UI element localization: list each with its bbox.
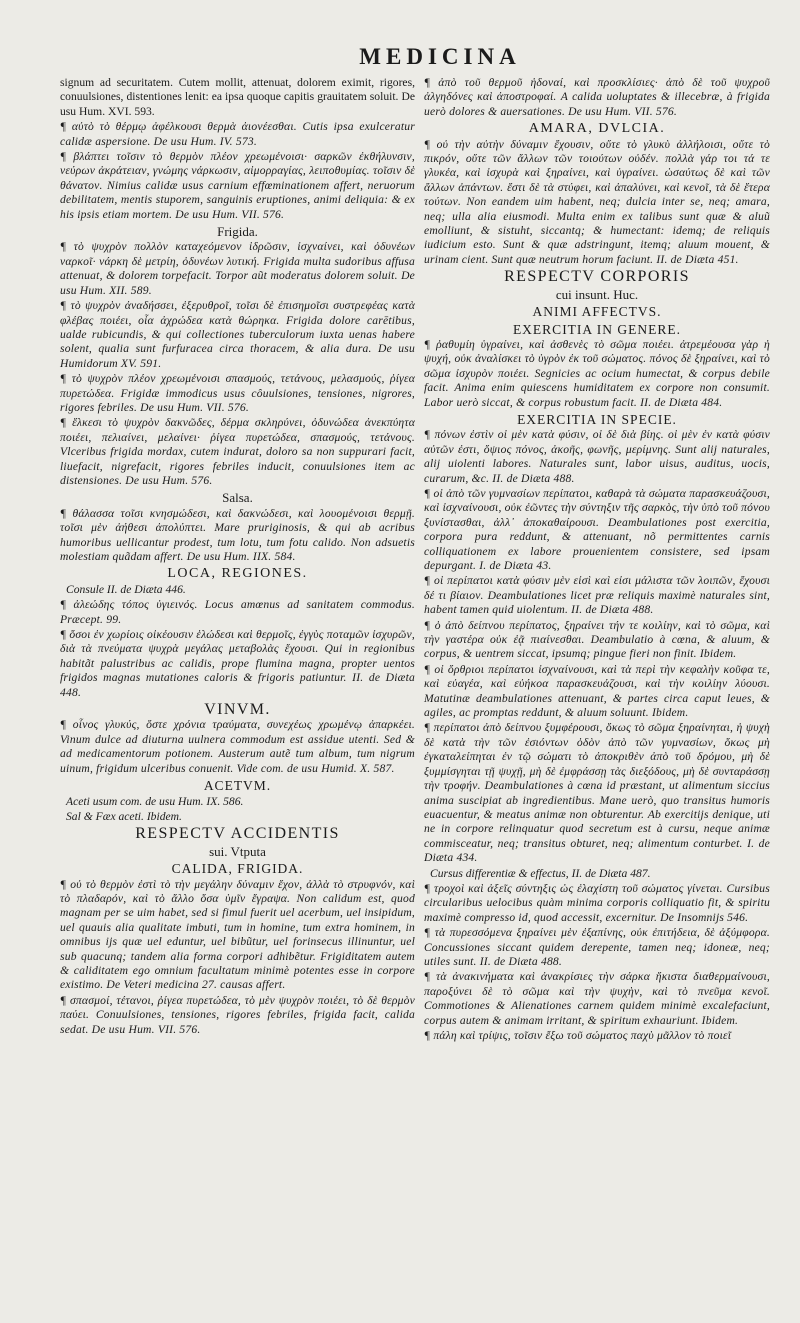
section-heading: ANIMI AFFECTVS. (532, 304, 662, 320)
paragraph: signum ad securitatem. Cutem mollit, attenuat, dolorem eximit, rigores, conuulsiones, distentiones lenit: ea ipsa quoque capitis grauitatem soluit. De usu Hum. XVI. 593. (60, 76, 415, 118)
section-heading: LOCA, REGIONES. (167, 566, 308, 582)
paragraph: ¶ τὸ ψυχρὸν ἀναδήσσει, ἐξερυθροῖ, τοῖσι δὲ ἐπισημοῖσι συστρεφέας κατὰ φλέβας ποιέει, οἷα ἀχρώδεα κατὰ θώρηκα. Frigida dolore carētibus, ualde rubicundis, & qui collectiones tuberculorum iuxta uenas habere solent, qualia sunt furfuracea circa thoracem, & alia dura. De usu Humidorum XV. 591. (60, 299, 415, 370)
paragraph: ¶ πόνων ἐστὶν οἱ μὲν κατὰ φύσιν, οἱ δὲ διὰ βίης. οἱ μὲν ἐν κατὰ φύσιν αὐτῶν ἐστι, ὄψιος πόνος, ἀκοῆς, φωνῆς, μερίμνης. Sunt alij naturales, alij uiolenti labores. Naturales sunt, labor uisus, auditus, uocis, curarum, &c. II. de Diæta 488. (424, 428, 770, 485)
running-head: MEDICINA (359, 44, 521, 69)
paragraph: ¶ τὰ ἀνακινήματα καὶ ἀνακρίσιες τὴν σάρκα ἥκιστα διαθερμαίνουσι, παροξύνει δὲ τὸ σῶμα καὶ τὴν ψυχὴν, καὶ τὸ πνεῦμα κενοῖ. Commotiones & Alienationes carnem quidem minimè excalefaciunt, corpus autem & animam irritant, & spiritum exhauriunt. Ibidem. (424, 970, 770, 1027)
paragraph: ¶ ἀπὸ τοῦ θερμοῦ ἡδοναί, καὶ προσκλίσιες· ἀπὸ δὲ τοῦ ψυχροῦ ἀλγηδόνες καὶ ἀποστροφαί. A calida uoluptates & illecebræ, à frigida uerò dolores & auersationes. De usu Hum. VII. 576. (424, 76, 770, 118)
paragraph: ¶ τὸ ψυχρὸν πλέον χρεωμένοισι σπασμούς, τετάνους, μελασμούς, ῥίγεα πυρετώδεα. Frigidæ immodicus usus côuulsiones, tensiones, nigrores, rigores febriles. De usu Hum. VII. 576. (60, 372, 415, 414)
section-heading: CALIDA, FRIGIDA. (171, 861, 304, 877)
paragraph: ¶ ὁ ἀπὸ δείπνου περίπατος, ξηραίνει τήν τε κοιλίην, καὶ τὸ σῶμα, καὶ τὴν γαστέρα οὐκ ἐᾷ πιαίνεσθαι. Deambulatio à cœna, & aluum, & corpus, & uentrem siccat, ipsumq; pingue fieri non finit. Ibidem. (424, 618, 770, 661)
paragraph: ¶ οἶνος γλυκύς, ὅστε χρόνια τραύματα, συνεχέως χρωμένῳ ἀπαρκέει. Vinum dulce ad diuturna uulnera commodum est assidue utenti. Sed & ad medicamentorum potionem. Austerum autẽ tum album, tum nigrum uinum, frigidum ulceribus conuenit. Vide com. de usu Humid. X. 587. (60, 718, 415, 775)
right-column (424, 76, 770, 1044)
paragraph: ¶ σπασμοί, τέτανοι, ῥίγεα πυρετώδεα, τὸ μὲν ψυχρὸν ποιέει, τὸ δὲ θερμὸν παύει. Conuulsiones, tensiones, rigores febriles, frigida facit, calida sedat. De usu Hum. VII. 576. (60, 993, 415, 1036)
section-heading: Salsa. (222, 490, 253, 506)
paragraph: ¶ οἱ ἀπὸ τῶν γυμνασίων περίπατοι, καθαρὰ τὰ σώματα παρασκευάζουσι, καὶ ἰσχναίνουσι, οὐκ ἐῶντες τὴν σύντηξιν τῆς σαρκὸς, τὴν ὑπὸ τοῦ πόνου ξυνίστασθαι, ἀλλ᾽ ἀποκαθαίρουσι. Deambulationes post exercitia, corpora pura reddunt, & attenuant, nõ permittentes carnis colliquationem ex labore prouenientem consistere, sed ipsam depurgant. I. de Diæta 43. (424, 486, 770, 572)
paragraph: ¶ τὰ πυρεσσόμενα ξηραίνει μὲν ἐξαπίνης, οὐκ ἐπιτήδεια, δὲ ἀξύμφορα. Concussiones siccant quidem derepente, tamen neq; idoneæ, neq; utiles sunt. II. de Diæta 488. (424, 926, 770, 968)
section-heading: VINVM. (204, 701, 271, 719)
cross-reference: Aceti usum com. de usu Hum. IX. 586. (66, 794, 244, 808)
paragraph: ¶ βλάπτει τοῖσιν τὸ θερμὸν πλέον χρεωμένοισι· σαρκῶν ἐκθήλυνσιν, νεύρων ἀκράτειαν, γνώμης νάρκωσιν, αἱμορραγίας, λειποθυμίας. τοῖσιν δὲ θάνατον. Nimius calidæ usus carnium effœminationem affert, neruorum debilitatem, mentis stuporem, sanguinis eruptiones, animi deliquia: & ex his ipsis etiam mortem. De usu Hum. VII. 576. (60, 150, 415, 221)
paragraph: ¶ οἱ περίπατοι κατὰ φύσιν μὲν εἰσὶ καὶ εἰσι μάλιστα τῶν λοιπῶν, ἔχουσι δέ τι βίαιον. Deambulationes licet præ reliquis maximè naturales sint, habent tamen quid uiolentum. II. de Diæta 488. (424, 574, 770, 617)
paragraph: ¶ οἱ ὄρθριοι περίπατοι ἰσχναίνουσι, καὶ τὰ περὶ τὴν κεφαλὴν κοῦφα τε, καὶ εὐαγέα, καὶ εὐήκοα παρασκευάζουσι, καὶ τὴν κοιλίην λύουσι. Matutinæ deambulationes attenuant, & partes circa caput leues, & agiles, ac promptas reddunt, & aluum soluunt. Ibidem. (424, 662, 770, 720)
paragraph: ¶ τροχοὶ καὶ ἀξεῖς σύντηξις ὡς ἐλαχίστη τοῦ σώματος γίνεται. Cursibus circularibus uelocibus quàm minima corporis colliquatio fit, & spiritu maximè compresso id, quod accessit, excernitur. De Insomnijs 546. (424, 881, 770, 924)
cross-reference: Sal & Fæx aceti. Ibidem. (66, 809, 182, 823)
section-heading: ACETVM. (203, 778, 272, 794)
section-heading: cui insunt. Huc. (555, 286, 639, 302)
section-heading: RESPECTV CORPORIS (504, 268, 690, 286)
paragraph: ¶ θάλασσα τοῖσι κνησμώδεσι, καὶ δακνώδεσι, καὶ λουομένοισι θερμῇ. τοῖσι μὲν ἀήθεσι ἀπολύπτει. Mare pruriginosis, & qui ab acribus humoribus uellicantur prodest, tum lotu, tum fotu calido. Non adsuetis molestiam quãdam affert. De usu Hum. IIX. 584. (60, 506, 415, 563)
paragraph: ¶ ῥαθυμίη ὑγραίνει, καὶ ἀσθενὲς τὸ σῶμα ποιέει. ἀτρεμέουσα γὰρ ἡ ψυχή, οὐκ ἀναλίσκει τὸ ὑγρὸν ἐκ τοῦ σώματος. πόνος δὲ ξηραίνει, καὶ τὸ σῶμα ἰσχυρὸν ποιέει. Segnicies ac ocium humectat, & corpus debile facit. Anima enim quiescens humiditatem ex corpore non consumit. Labor uerò siccat, & corpus robustum facit. II. de Diæta 484. (424, 337, 770, 409)
paragraph: ¶ ὅσοι ἐν χωρίοις οἰκέουσιν ἑλώδεσι καὶ θερμοῖς, ἐγγὺς ποταμῶν ἰσχυρῶν, διὰ τὰ πνεύματα ψυχρὰ μεγάλας μεταβολὰς ἔχουσι. Qui in regionibus habitãt palustribus ac calidis, prope flumina magna, propter uentos frigidos magnas mutationes caloris & frigoris patiuntur. II. de Diæta 448. (60, 628, 415, 699)
paragraph: ¶ ἕλκεσι τὸ ψυχρὸν δακνῶδες, δέρμα σκληρύνει, ὀδυνώδεα ἀνεκπύητα ποιέει, πελιαίνει, μελαίνει· ῥίγεα πυρετώδεα, σπασμούς, τετάνους. Vlceribus frigida mordax, cutem indurat, doloro sa non suppurari facit, liuefacit, nigrefacit, rigores febriles inducit, conuulsiones item ac distensiones. De usu Hum. 576. (60, 416, 415, 487)
paragraph: ¶ περίπατοι ἀπὸ δείπνου ξυμφέρουσι, ὅκως τὸ σῶμα ξηραίνηται, ἡ ψυχὴ δὲ κατὰ τὴν τῶν ἐσιόντων ὁδὸν ἀπὸ τῶν γυμνασίων, ὅκως μὴ ἐγκαταλείπηται ἐν τῷ σώματι τὸ ἀποκριθὲν ἀπὸ τοῦ δρόμου, μὴ δὲ ξυμμίσγηται τῇ ψυχῇ, μὴ δὲ ἐμφράσσῃ τὰς διεξόδους, μὴ δὲ συνταράσσῃ τὴν τροφήν. Deambulationes à cœna id præstant, ut alimentum siccius anima suscipiat ab ingredientibus. Mane uerò, quo transitus humoris euacuentur, & meatus animæ non obturentur. Ab exercitijs denique, uti ne in corpore relinquatur quod secretum est à cursu, neque animæ commisceatur, neq; transitus obturet, neq; alimentum conturbet. I. de Diæta 434. (424, 721, 770, 865)
section-heading: RESPECTV ACCIDENTIS (135, 825, 340, 843)
cross-reference: Cursus differentiæ & effectus, II. de Diæta 487. (430, 866, 651, 880)
section-heading: Frigida. (217, 224, 258, 240)
paragraph: ¶ ἀλεώδης τόπος ὑγιεινός. Locus amœnus ad sanitatem commodus. Præcept. 99. (60, 598, 415, 626)
cross-reference: Consule II. de Diæta 446. (66, 582, 186, 596)
paragraph: ¶ πάλη καὶ τρίψις, τοῖσιν ἔξω τοῦ σώματος παχὺ μᾶλλον τὸ ποιεῖ (424, 1029, 732, 1042)
left-column (60, 76, 415, 1038)
section-heading: sui. Vtputa (209, 843, 266, 859)
section-heading: EXERCITIA IN SPECIE. (517, 411, 677, 427)
paragraph: ¶ τὸ ψυχρὸν πολλὸν καταχεόμενον ἱδρῶσιν, ἰσχναίνει, καὶ ὀδυνέων ναρκοῖ· νάρκη δὲ μετρίη, ὀδυνέων λυτική. Frigida multa sudoribus affusa attenuat, & dolorem torpefacit. Torpor aũt moderatus dolorem soluit. De usu Hum. XII. 589. (60, 240, 415, 297)
paragraph: ¶ οὐ τὸ θερμὸν ἐστὶ τὸ τὴν μεγάλην δύναμιν ἔχον, ἀλλὰ τὸ στρυφνόν, καὶ τὸ πλαδαρόν, καὶ τὸ ἄλλο ὅσα ὑμῖν ἔγραψα. Non calidum est, quod magnam per se uim habet, sed si fimul fuerit uel acerbum, uel insipidum, uel quauis alia qualitate imbuti, tum in homine, tum extra hominem, in omnibus ijs quæ uel eduntur, uel bibũtur, uel forinsecus illinuntur, uel sub quacunq; tandem alia forma corpori adhibẽtur. Frigiditatem autem & caliditatem ego omnium facultatum minimè potentes esse in corpore existimo. De Veteri medicina 27. causas affert. (60, 877, 415, 992)
paragraph: ¶ αὐτὸ τὸ θέρμῳ ἀφέλκουσι θερμὰ ἀιονέεσθαι. Cutis ipsa exulceratur calidæ aspersione. De usu Hum. IV. 573. (60, 120, 415, 148)
section-heading: AMARA, DVLCIA. (528, 121, 666, 137)
section-heading: EXERCITIA IN GENERE. (512, 321, 682, 337)
paragraph: ¶ οὐ τὴν αὐτὴν δύναμιν ἔχουσιν, οὔτε τὸ γλυκὺ ἀλλήλοισι, οὔτε τὸ πικρόν, οὔτε τῶν ἄλλων τῶν τοιούτων οὐδέν. πολλὰ γάρ τοι τά τε γλυκέα, καὶ ἰσχυρὰ καὶ ξηραίνει, καὶ ὑγραίνει. ὡσαύτως δὲ καὶ τῶν ἄλλων ἁπάντων. ἔστι δὲ τὰ στύφει, καὶ ἀπαλύνει, καὶ κενοῖ, τὰ δὲ ἕτερα τούτων. Non eandem uim habent, neq; dulcia inter se, neq; amara, neq; ulla alia eiusmodi. Multa enim ex talibus sunt quæ & aluũ emolliunt, & sistuht, siccantq; & humectant: idemq; de reliquis iudicium esto. Sunt & quæ adstringunt, itemq; aluum mouent, & urinam cient. Sunt quæ neutrum horum faciunt. II. de Diæta 451. (424, 137, 770, 266)
